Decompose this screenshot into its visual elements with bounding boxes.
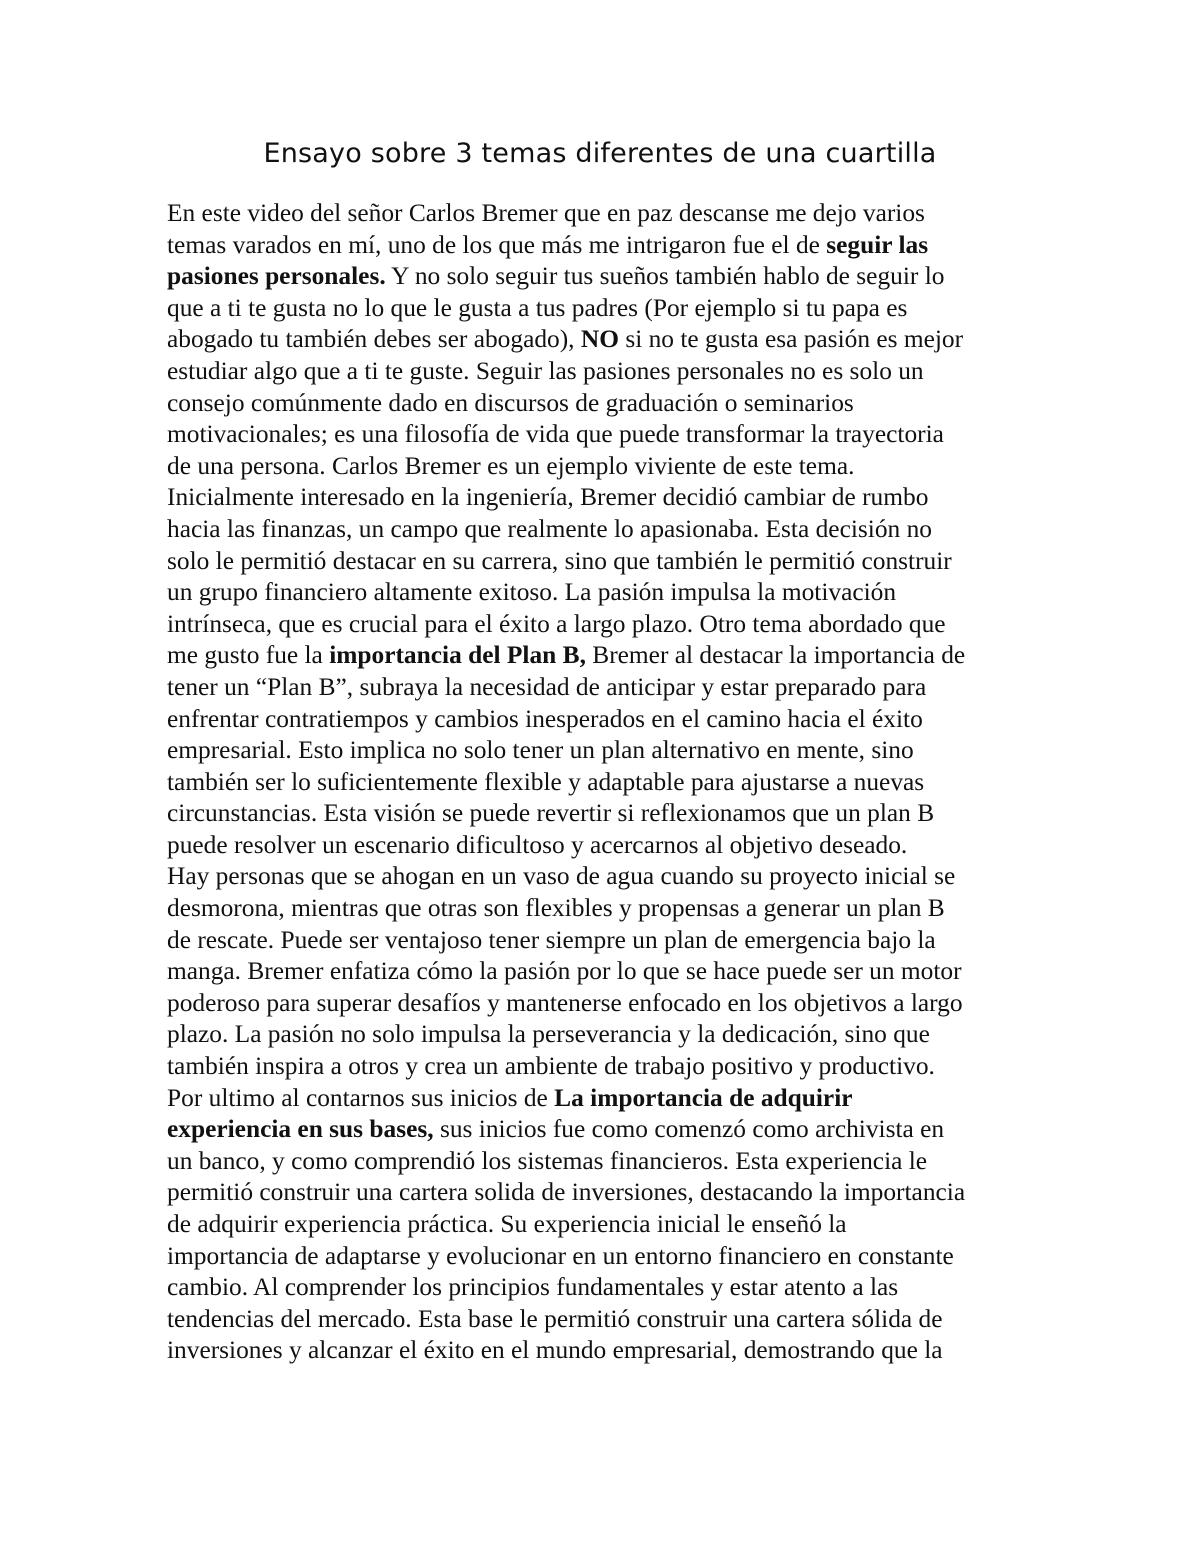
text-run: Hay personas que se ahogan en un vaso de agua cuando su proyecto inicial se xyxy=(167,862,956,891)
text-run: abogado tu también debes ser abogado), xyxy=(167,325,581,354)
text-run: un banco, y como comprendió los sistemas financieros. Esta experiencia le xyxy=(167,1146,928,1175)
text-run: plazo. La pasión no solo impulsa la perseverancia y la dedicación, sino que xyxy=(167,1020,930,1049)
text-run: también inspira a otros y crea un ambiente de trabajo positivo y productivo. xyxy=(167,1052,935,1081)
text-run: sus inicios fue como comenzó como archivista en xyxy=(433,1115,945,1144)
essay-line xyxy=(167,767,1047,799)
essay-line xyxy=(167,672,1047,704)
text-run: En este video del señor Carlos Bremer que en paz descanse me dejo varios xyxy=(167,199,925,227)
essay-line xyxy=(167,1146,1047,1178)
text-run: de adquirir experiencia práctica. Su experiencia inicial le enseñó la xyxy=(167,1210,847,1238)
text-run: cambio. Al comprender los principios fundamentales y estar atento a las xyxy=(167,1273,899,1302)
text-run: enfrentar contratiempos y cambios inesperados en el camino hacia el éxito xyxy=(167,704,923,733)
text-run: tener un “Plan B”, subraya la necesidad de anticipar y estar preparado para xyxy=(167,672,927,701)
essay-line xyxy=(167,861,1047,893)
text-run: tendencias del mercado. Esta base le permitió construir una cartera sólida de xyxy=(167,1304,943,1333)
essay-line xyxy=(167,609,1047,641)
text-run: empresarial. Esto implica no solo tener un plan alternativo en mente, sino xyxy=(167,736,914,765)
essay-line xyxy=(167,1209,1047,1241)
text-run: de una persona. Carlos Bremer es un ejemplo viviente de este tema. xyxy=(167,451,855,480)
essay-line xyxy=(167,925,1047,957)
essay-line xyxy=(167,451,1047,483)
essay-line xyxy=(167,1083,1047,1115)
essay-line xyxy=(167,956,1047,988)
text-run: inversiones y alcanzar el éxito en el mundo empresarial, demostrando que la xyxy=(167,1336,943,1365)
essay-line xyxy=(167,261,1047,293)
essay-line xyxy=(167,1272,1047,1304)
text-run: un grupo financiero altamente exitoso. La pasión impulsa la motivación xyxy=(167,578,897,607)
text-run: Inicialmente interesado en la ingeniería, Bremer decidió cambiar de rumbo xyxy=(167,483,929,512)
essay-line xyxy=(167,546,1047,578)
bold-text: experiencia en sus bases, xyxy=(167,1115,434,1144)
text-run: Por ultimo al contarnos sus inicios de xyxy=(167,1083,555,1112)
essay-line xyxy=(167,1304,1047,1336)
essay-line xyxy=(167,830,1047,862)
text-run: Bremer al destacar la importancia de xyxy=(585,641,966,670)
document-title: Ensayo sobre 3 temas diferentes de una cuartilla xyxy=(263,138,937,169)
essay-line xyxy=(167,988,1047,1020)
essay-line xyxy=(167,1114,1047,1146)
text-run: puede resolver un escenario dificultoso y acercarnos al objetivo deseado. xyxy=(167,830,908,859)
text-run: que a ti te gusta no lo que le gusta a tus padres (Por ejemplo si tu papa es xyxy=(167,293,908,322)
essay-line xyxy=(167,324,1047,356)
text-run: poderoso para superar desafíos y mantenerse enfocado en los objetivos a largo xyxy=(167,988,963,1017)
essay-line xyxy=(167,893,1047,925)
essay-line xyxy=(167,514,1047,546)
essay-line xyxy=(167,293,1047,325)
essay-line xyxy=(167,419,1047,451)
essay-line xyxy=(167,1241,1047,1273)
text-run: consejo comúnmente dado en discursos de graduación o seminarios xyxy=(167,388,854,417)
text-run: temas varados en mí, uno de los que más me intrigaron fue el de xyxy=(167,230,827,259)
text-run: motivacionales; es una filosofía de vida que puede transformar la trayectoria xyxy=(167,420,944,449)
essay-line xyxy=(167,735,1047,767)
bold-text: seguir las xyxy=(826,230,929,259)
essay-line xyxy=(167,230,1047,262)
text-run: me gusto fue la xyxy=(167,641,330,670)
bold-text: importancia del Plan B, xyxy=(329,641,586,670)
text-run: solo le permitió destacar en su carrera, sino que también le permitió construir xyxy=(167,546,952,575)
text-run: intrínseca, que es crucial para el éxito a largo plazo. Otro tema abordado que xyxy=(167,609,946,638)
essay-line xyxy=(167,704,1047,736)
essay-line xyxy=(167,1335,1047,1367)
bold-text: pasiones personales. xyxy=(167,262,386,291)
text-run: hacia las finanzas, un campo que realmente lo apasionaba. Esta decisión no xyxy=(167,514,932,543)
text-run: desmorona, mientras que otras son flexibles y propensas a generar un plan B xyxy=(167,894,945,923)
essay-line xyxy=(167,798,1047,830)
essay-line xyxy=(167,388,1047,420)
essay-line xyxy=(167,577,1047,609)
essay-line xyxy=(167,198,1047,230)
text-run: si no te gusta esa pasión es mejor xyxy=(618,325,964,354)
essay-line xyxy=(167,1051,1047,1083)
essay-body xyxy=(167,198,1047,1367)
bold-text: La importancia de adquirir xyxy=(554,1083,853,1112)
text-run: importancia de adaptarse y evolucionar en un entorno financiero en constante xyxy=(167,1241,954,1270)
text-run: manga. Bremer enfatiza cómo la pasión por lo que se hace puede ser un motor xyxy=(167,957,962,986)
text-run: de rescate. Puede ser ventajoso tener siempre un plan de emergencia bajo la xyxy=(167,925,936,954)
essay-line xyxy=(167,482,1047,514)
text-run: también ser lo suficientemente flexible y adaptable para ajustarse a nuevas xyxy=(167,767,925,796)
text-run: Y no solo seguir tus sueños también hablo de seguir lo xyxy=(385,262,945,291)
essay-line xyxy=(167,640,1047,672)
text-run: permitió construir una cartera solida de inversiones, destacando la importancia xyxy=(167,1178,966,1207)
text-run: estudiar algo que a ti te guste. Seguir las pasiones personales no es solo un xyxy=(167,356,924,385)
essay-line xyxy=(167,1019,1047,1051)
essay-line xyxy=(167,1177,1047,1209)
bold-text: NO xyxy=(580,325,619,354)
text-run: circunstancias. Esta visión se puede revertir si reflexionamos que un plan B xyxy=(167,799,935,828)
essay-line xyxy=(167,356,1047,388)
